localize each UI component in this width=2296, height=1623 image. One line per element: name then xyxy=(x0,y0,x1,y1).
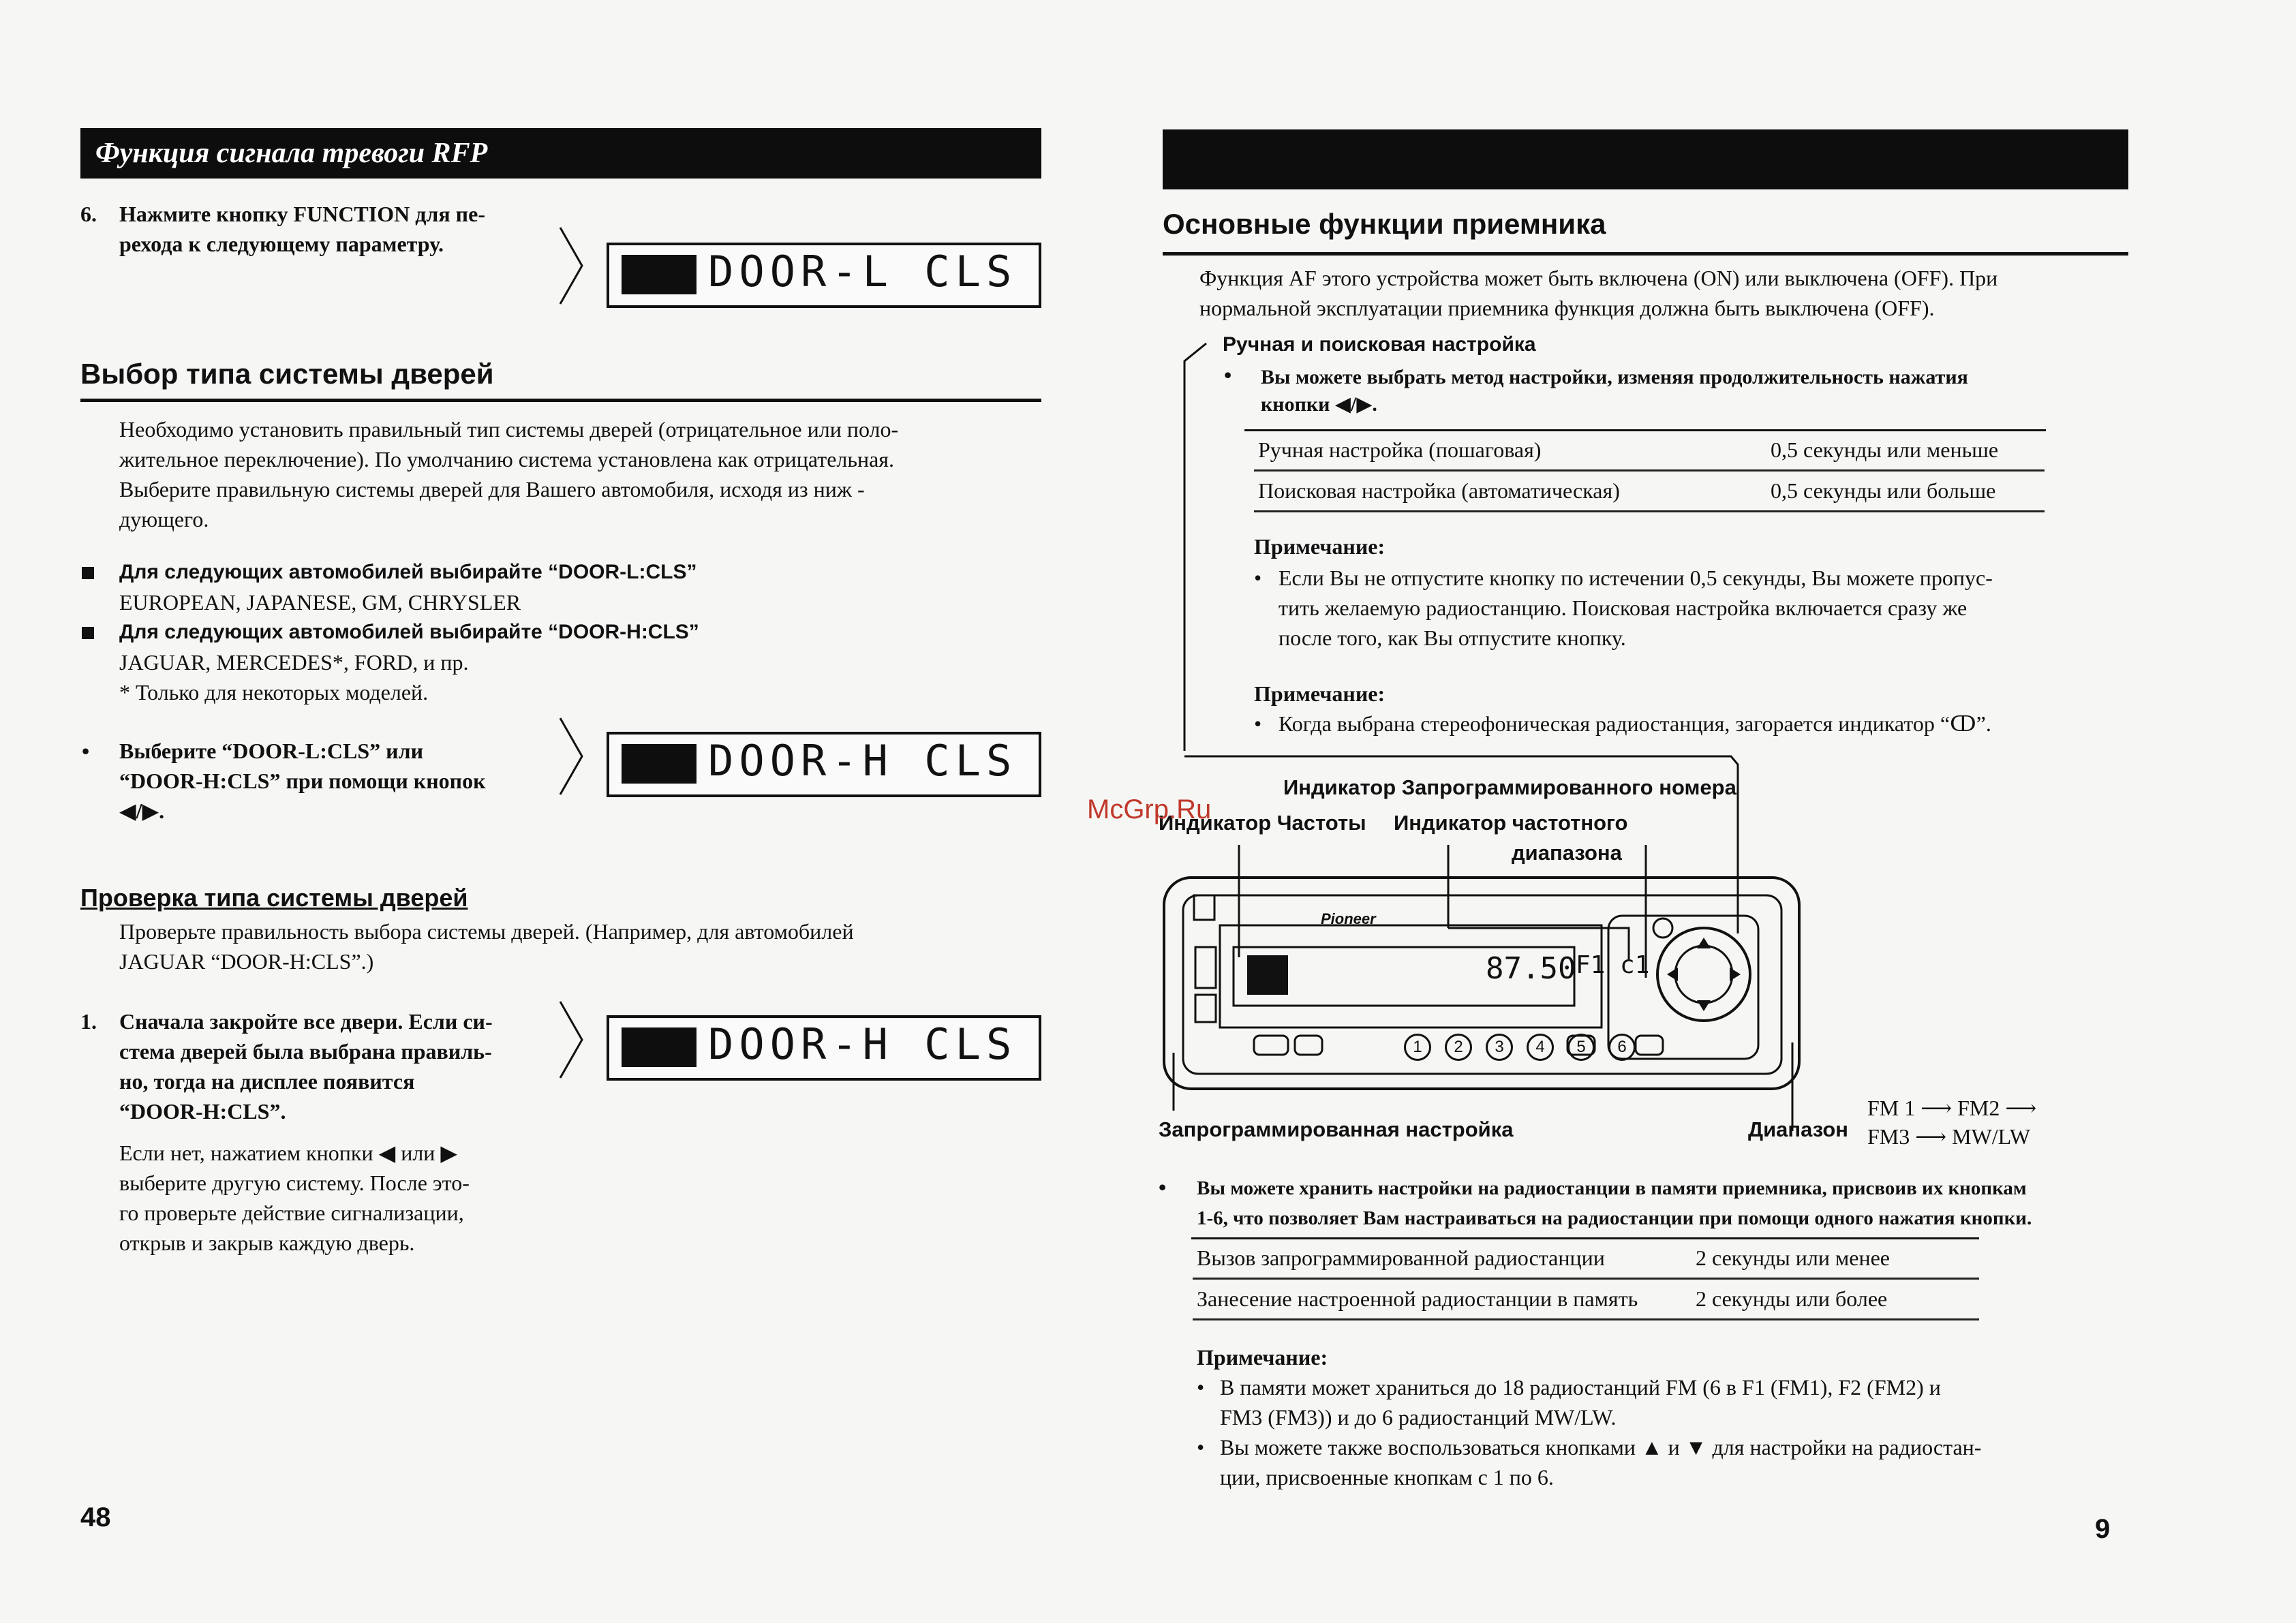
bullet-dot-icon: • xyxy=(1254,711,1262,736)
footnote: * Только для некоторых моделей. xyxy=(119,680,429,705)
note3-b1-line-2: FM3 (FM3)) и до 6 радиостанций MW/LW. xyxy=(1220,1405,1617,1429)
note3-b2-line-1: Вы можете также воспользоваться кнопками ▲ и ▼ для настройки на радиостан- xyxy=(1220,1435,1982,1459)
tuning-duration: 0,5 секунды или меньше xyxy=(1766,431,2045,471)
right-page-number: 9 xyxy=(2095,1514,2111,1544)
section2-title: Проверка типа системы дверей xyxy=(80,884,468,912)
table-row xyxy=(1193,1279,1979,1320)
bullet-dot-icon: • xyxy=(1197,1375,1205,1400)
chevron-icon xyxy=(557,999,585,1081)
step6-line2: рехода к следующему параметру. xyxy=(119,232,444,256)
lcd-black-block xyxy=(622,1027,697,1067)
lcd-display-step1 xyxy=(607,1015,1041,1081)
section1-title: Выбор типа системы дверей xyxy=(80,358,494,390)
label-band: Диапазон xyxy=(1748,1117,1849,1141)
step1-line-3: но, тогда на дисплее появится xyxy=(119,1069,415,1094)
step1-extra-4: открыв и закрыв каждую дверь. xyxy=(119,1231,415,1255)
bullet1-head: Для следующих автомобилей выбирайте “DOOR-L:CLS” xyxy=(119,561,697,583)
preset-bullet-2: 1-6, что позволяет Вам настраиваться на радиостанции при помощи одного нажатия кнопки. xyxy=(1197,1207,2032,1229)
tuning-method: Ручная настройка (пошаговая) xyxy=(1254,431,1766,471)
lcd-black-block xyxy=(622,744,697,784)
step1-number: 1. xyxy=(80,1009,97,1034)
label-preset-indicator: Индикатор Запрограммированного номера xyxy=(1283,775,1736,799)
select-line-3: ◀/▶. xyxy=(119,799,165,823)
band-sequence-2: FM3 ⟶ MW/LW xyxy=(1867,1124,2031,1149)
bullet-dot-icon: • xyxy=(1159,1175,1167,1199)
bullet2-body: JAGUAR, MERCEDES*, FORD, и пр. xyxy=(119,650,469,675)
table-row xyxy=(1254,431,2045,471)
intro-line-2: нормальной эксплуатации приемника функция должна быть выключена (OFF). xyxy=(1199,296,1935,320)
lcd-text: DOOR-H CLS xyxy=(708,736,1017,786)
tuning-method: Поисковая настройка (автоматическая) xyxy=(1254,471,1766,512)
left-header-title: Функция сигнала тревоги RFP xyxy=(95,138,488,169)
intro-line-1: Функция AF этого устройства может быть включена (ON) или выключена (OFF). При xyxy=(1199,266,1998,290)
preset-button[interactable]: 3 xyxy=(1486,1034,1513,1061)
section1-rule xyxy=(80,399,1041,402)
step6-line1: Нажмите кнопку FUNCTION для пе- xyxy=(119,202,485,226)
tuning-duration: 0,5 секунды или больше xyxy=(1766,471,2045,512)
note1-line-3: после того, как Вы отпустите кнопку. xyxy=(1279,625,1626,650)
manual-search-head: Ручная и поисковая настройка xyxy=(1223,333,1536,356)
bullet-dot-icon: • xyxy=(1197,1435,1205,1459)
bullet-square-icon xyxy=(82,627,94,639)
bullet-square-icon xyxy=(82,567,94,579)
right-section-rule xyxy=(1163,252,2128,256)
preset-button[interactable]: 2 xyxy=(1445,1034,1472,1061)
section1-para-1: Необходимо установить правильный тип системы дверей (отрицательное или поло- xyxy=(119,417,899,442)
preset-duration: 2 секунды или более xyxy=(1692,1279,1979,1320)
bullet1-body: EUROPEAN, JAPANESE, GM, CHRYSLER xyxy=(119,590,521,615)
radio-display-frequency: 87.50 xyxy=(1486,951,1576,986)
preset-bullet-1: Вы можете хранить настройки на радиостанции в памяти приемника, присвоив их кнопкам xyxy=(1197,1177,2027,1199)
step6-number: 6. xyxy=(80,202,97,226)
section2-para-1: Проверьте правильность выбора системы дверей. (Например, для автомобилей xyxy=(119,919,854,944)
manual-bullet-2: кнопки ◀/▶. xyxy=(1261,393,1377,416)
lcd-text: DOOR-L CLS xyxy=(708,247,1017,296)
right-header-bar xyxy=(1163,129,2128,189)
section1-para-3: Выберите правильную системы дверей для Вашего автомобиля, исходя из ниж - xyxy=(119,477,865,501)
manual-bullet-1: Вы можете выбрать метод настройки, изменяя продолжительность нажатия xyxy=(1261,366,1968,388)
preset-table xyxy=(1193,1239,1979,1320)
note2-head: Примечание: xyxy=(1254,681,1386,706)
band-sequence-1: FM 1 ⟶ FM2 ⟶ xyxy=(1867,1096,2037,1120)
select-line-2: “DOOR-H:CLS” при помощи кнопок xyxy=(119,769,486,793)
preset-button[interactable]: 6 xyxy=(1608,1034,1636,1061)
right-section-title: Основные функции приемника xyxy=(1163,208,1606,240)
tuning-table xyxy=(1254,431,2045,512)
bracket-line xyxy=(1179,334,1220,756)
note3-head: Примечание: xyxy=(1197,1345,1328,1370)
lcd-black-block xyxy=(622,255,697,294)
label-band-indicator-2: диапазона xyxy=(1512,841,1622,865)
step1-line-2: стема дверей была выбрана правиль- xyxy=(119,1039,492,1064)
step1-extra-2: выберите другую систему. После это- xyxy=(119,1171,470,1195)
chevron-icon xyxy=(557,715,585,797)
lcd-display-select xyxy=(607,732,1041,797)
preset-action: Вызов запрограммированной радиостанции xyxy=(1193,1239,1692,1279)
bullet-dot-icon: • xyxy=(1224,362,1232,387)
section1-para-2: жительное переключение). По умолчанию система установлена как отрицательная. xyxy=(119,447,895,472)
section1-para-4: дующего. xyxy=(119,507,209,531)
section2-para-2: JAGUAR “DOOR-H:CLS”.) xyxy=(119,949,374,974)
note1-head: Примечание: xyxy=(1254,534,1386,559)
step1-extra-1: Если нет, нажатием кнопки ◀ или ▶ xyxy=(119,1141,458,1165)
chevron-icon xyxy=(557,225,585,307)
bullet-dot-icon: • xyxy=(1254,566,1262,590)
table-row xyxy=(1254,471,2045,512)
watermark: McGrp.Ru xyxy=(1087,794,1212,824)
bullet2-head: Для следующих автомобилей выбирайте “DOOR-H:CLS” xyxy=(119,621,699,643)
note2-text: Когда выбрана стереофоническая радиостанция, загорается индикатор “ↀ”. xyxy=(1279,711,1991,736)
bullet-dot-icon: • xyxy=(82,739,90,763)
left-page-number: 48 xyxy=(80,1502,111,1532)
left-header-bar xyxy=(80,128,1041,179)
preset-action: Занесение настроенной радиостанции в память xyxy=(1193,1279,1692,1320)
preset-duration: 2 секунды или менее xyxy=(1692,1239,1979,1279)
step1-extra-3: го проверьте действие сигнализации, xyxy=(119,1201,464,1225)
label-band-indicator-1: Индикатор частотного xyxy=(1394,811,1628,835)
step1-line-1: Сначала закройте все двери. Если си- xyxy=(119,1009,493,1034)
note1-line-2: тить желаемую радиостанцию. Поисковая настройка включается сразу же xyxy=(1279,596,1968,620)
lcd-display-step6 xyxy=(607,243,1041,308)
preset-button[interactable]: 1 xyxy=(1404,1034,1431,1061)
select-line-1: Выберите “DOOR-L:CLS” или xyxy=(119,739,423,763)
note1-line-1: Если Вы не отпустите кнопку по истечении 0,5 секунды, Вы можете пропус- xyxy=(1279,566,1993,590)
lcd-text: DOOR-H CLS xyxy=(708,1019,1017,1069)
radio-brand-logo: Pioneer xyxy=(1321,910,1376,927)
preset-button[interactable]: 4 xyxy=(1527,1034,1554,1061)
note3-b1-line-1: В памяти может храниться до 18 радиостанций FM (6 в F1 (FM1), F2 (FM2) и xyxy=(1220,1375,1941,1400)
step1-line-4: “DOOR-H:CLS”. xyxy=(119,1099,286,1124)
label-preset-tuning: Запрограммированная настройка xyxy=(1159,1117,1514,1141)
note3-b2-line-2: ции, присвоенные кнопкам с 1 по 6. xyxy=(1220,1465,1554,1489)
label-freq-indicator: Индикатор Частоты xyxy=(1159,811,1366,835)
radio-faceplate xyxy=(1159,872,1806,1097)
radio-display-band: F1 c1 xyxy=(1576,951,1650,979)
table-row xyxy=(1193,1239,1979,1279)
preset-button[interactable]: 5 xyxy=(1567,1034,1595,1061)
